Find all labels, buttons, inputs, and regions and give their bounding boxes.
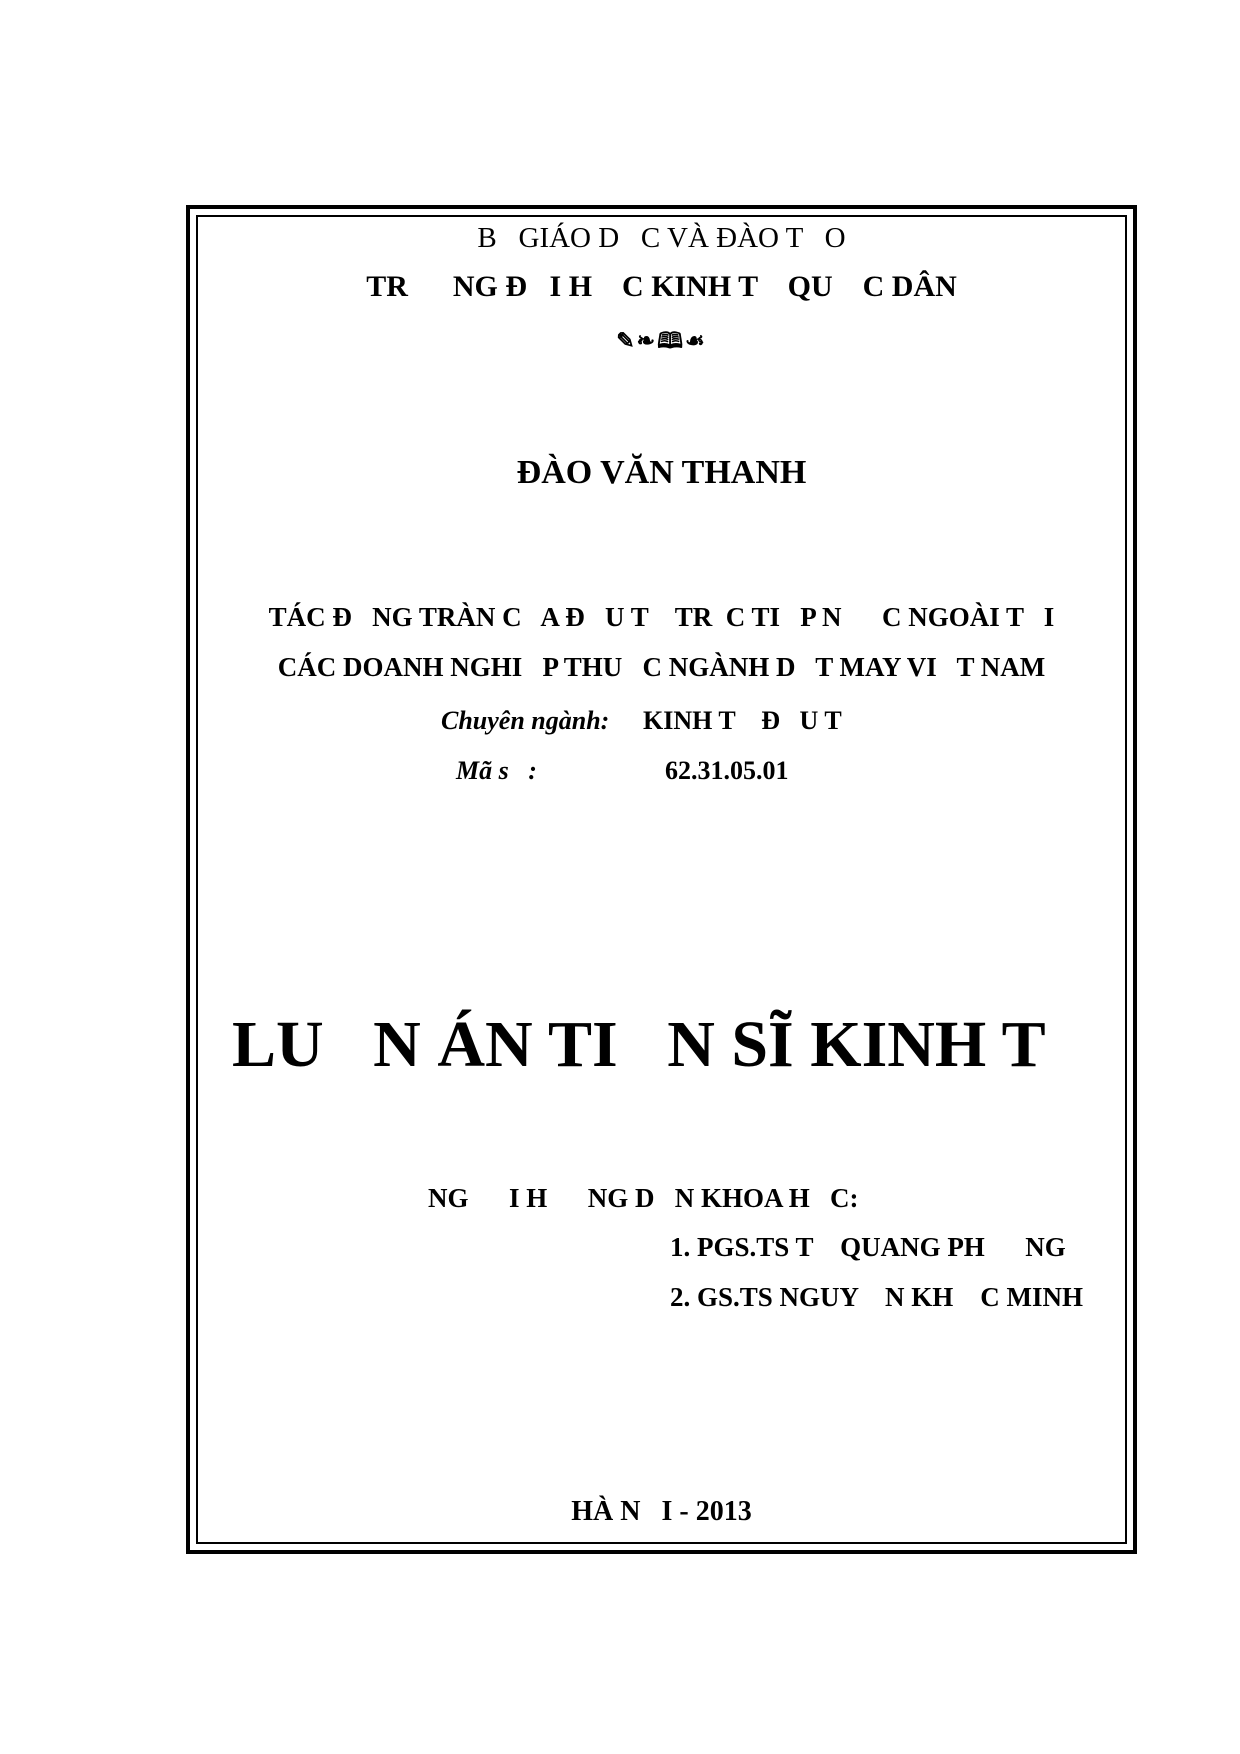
university-heading: TR NG Đ I H C KINH T QU C DÂN (366, 270, 957, 303)
advisor-heading: NG I H NG D N KHOA H C: (428, 1183, 859, 1213)
advisor-2: 2. GS.TS NGUY N KH C MINH (670, 1282, 1084, 1312)
degree-title: LU N ÁN TI N SĨ KINH T (232, 1008, 1046, 1081)
ministry-heading: B GIÁO D C VÀ ĐÀO T O (477, 222, 846, 254)
book-ornament-icon: ✎❧🕮☙ (616, 328, 707, 353)
thesis-title-line-1: TÁC Đ NG TRÀN C A Đ U T TR C TI P N C NGOÀI T I (268, 602, 1055, 632)
inner-border (196, 215, 1127, 1544)
code-label: Mã s : (456, 756, 537, 785)
author-name: ĐÀO VĂN THANH (516, 454, 807, 491)
advisor-1: 1. PGS.TS T QUANG PH NG (670, 1232, 1066, 1262)
place-year: HÀ N I - 2013 (571, 1496, 752, 1527)
specialization-value: KINH T Đ U T (643, 706, 842, 735)
specialization-label: Chuyên ngành: (441, 706, 610, 735)
thesis-title-line-2: CÁC DOANH NGHI P THU C NGÀNH D T MAY VI T NAM (277, 652, 1046, 682)
code-value: 62.31.05.01 (665, 756, 789, 785)
